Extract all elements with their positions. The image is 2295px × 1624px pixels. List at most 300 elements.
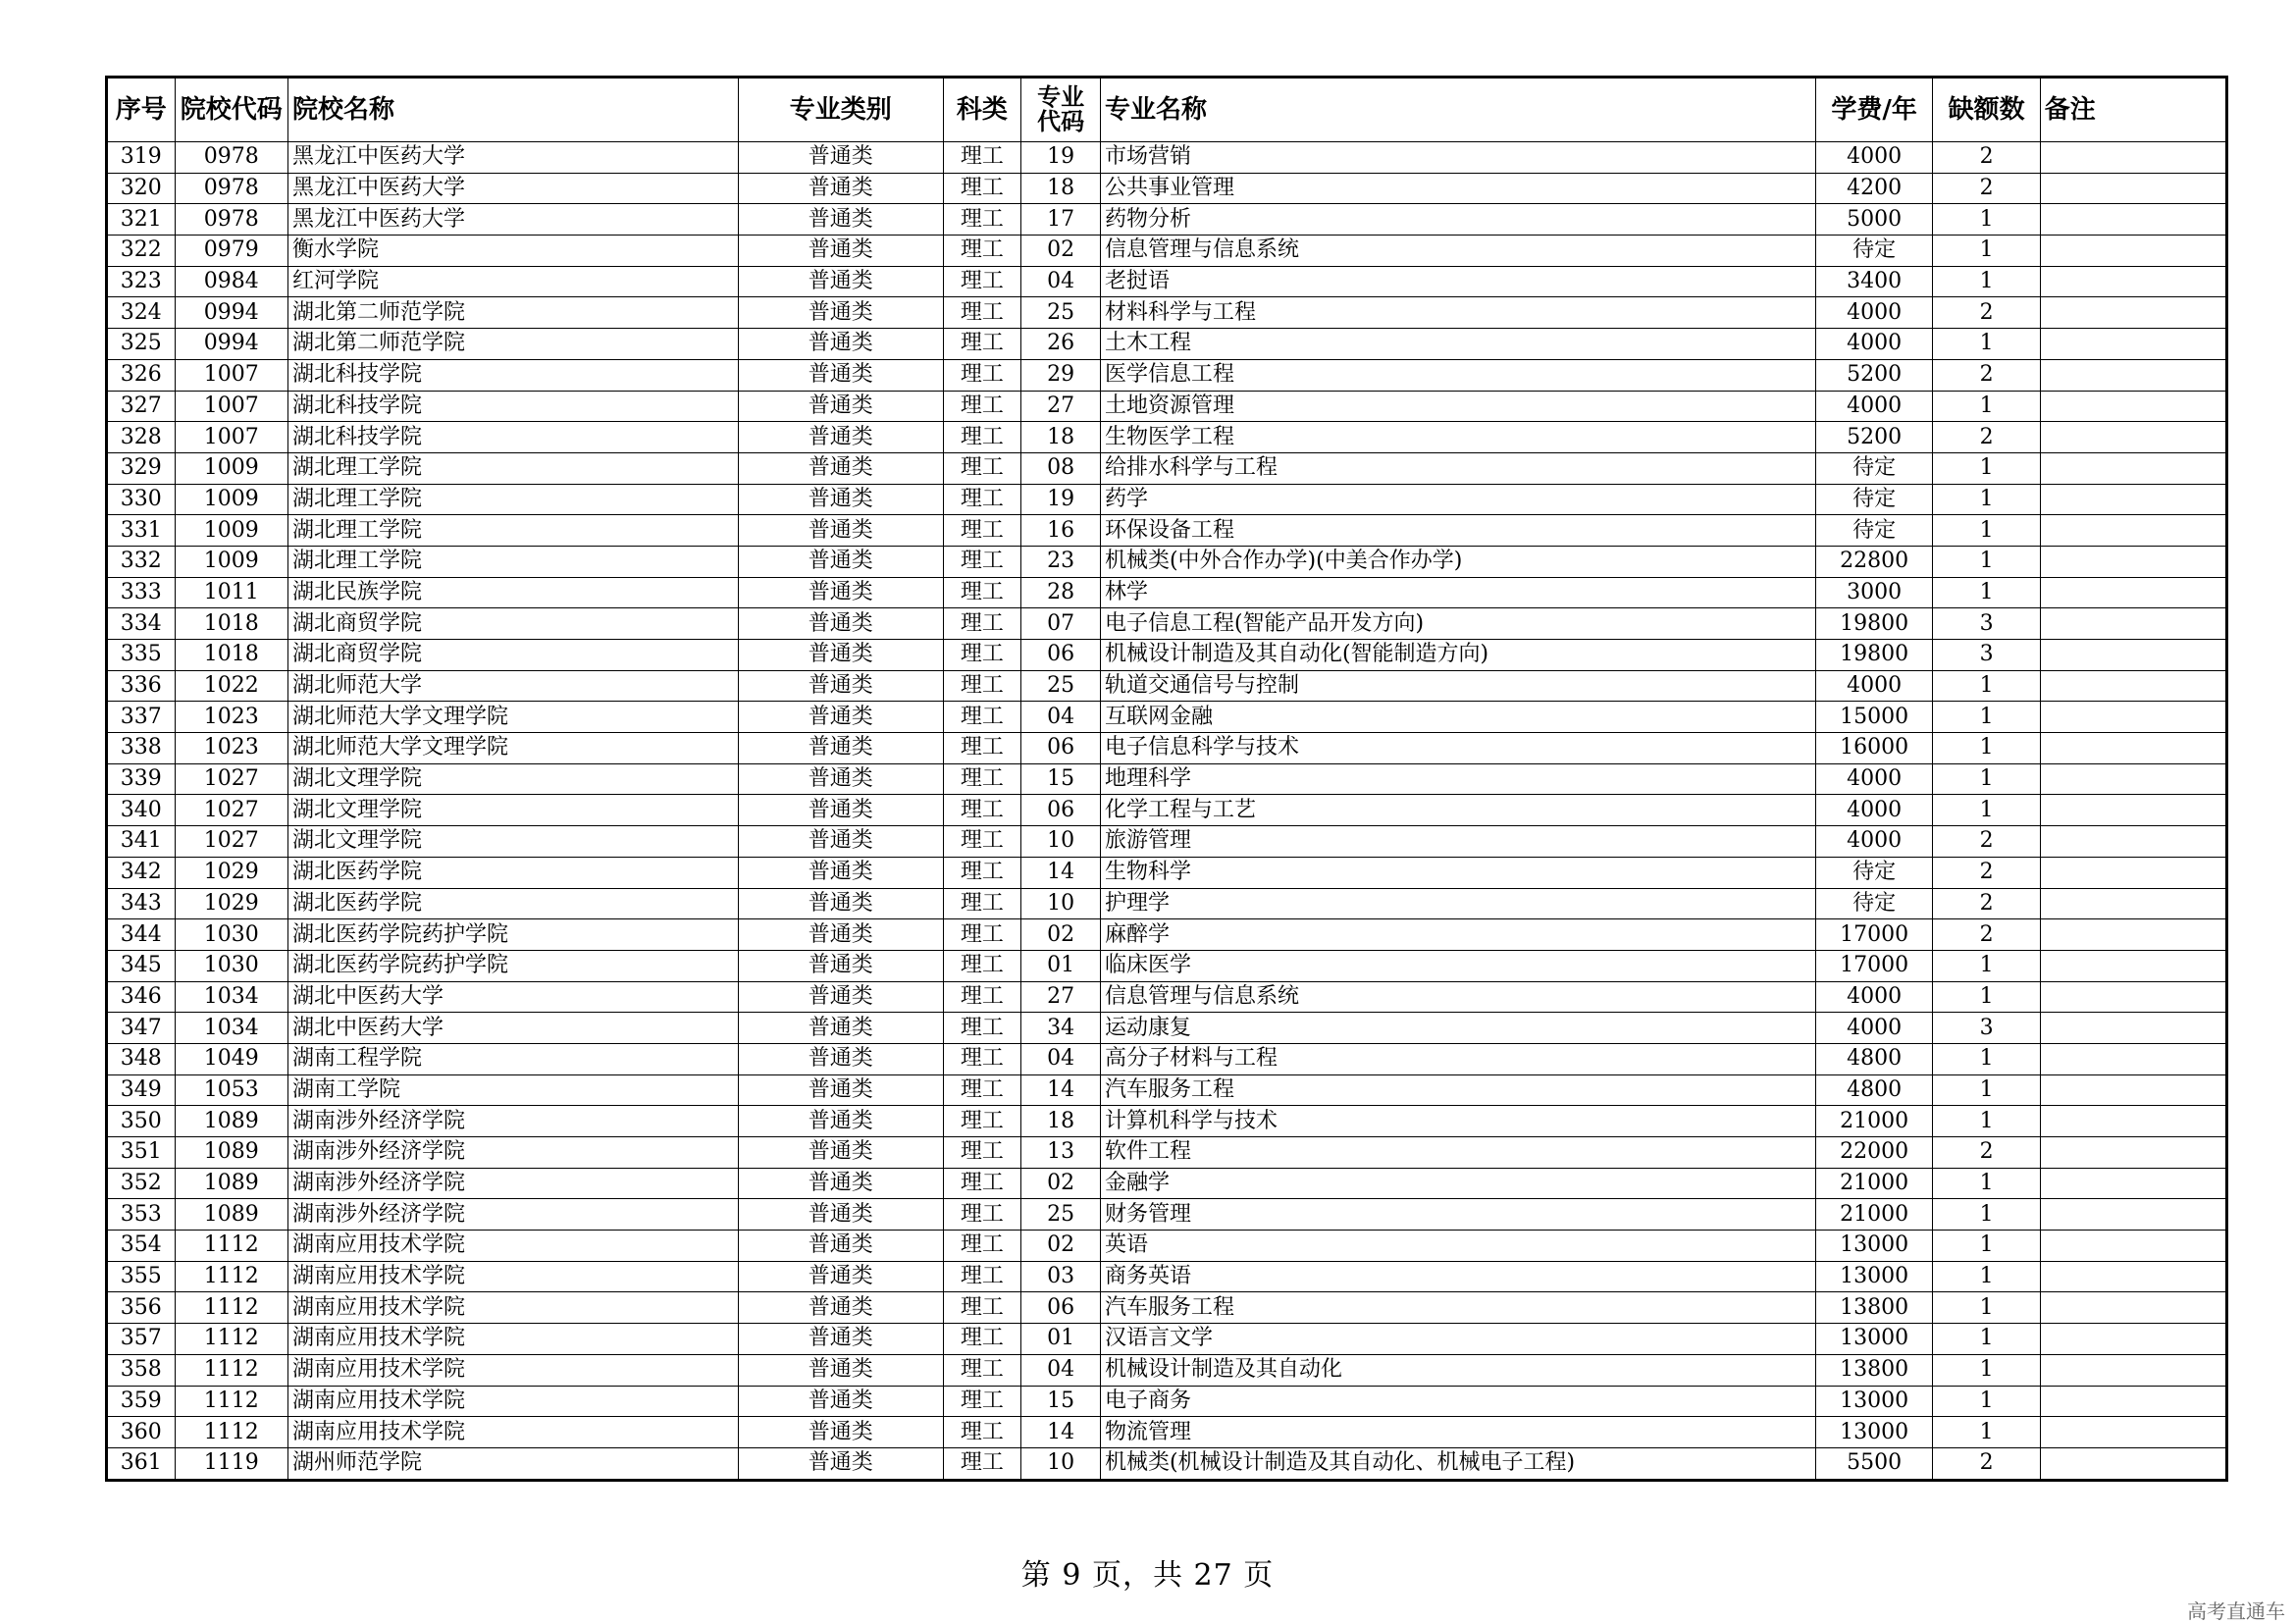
cell-major-name: 商务英语 — [1100, 1261, 1815, 1292]
cell-subject: 理工 — [943, 1106, 1021, 1137]
cell-major-name: 土木工程 — [1100, 329, 1815, 360]
cell-subject: 理工 — [943, 359, 1021, 391]
cell-school-code: 1049 — [175, 1043, 288, 1074]
cell-category: 普通类 — [738, 1231, 943, 1262]
cell-major-name: 化学工程与工艺 — [1100, 795, 1815, 826]
cell-tuition: 4800 — [1815, 1074, 1933, 1106]
cell-vacancies: 1 — [1933, 950, 2040, 981]
cell-subject: 理工 — [943, 1137, 1021, 1169]
cell-school-code: 1027 — [175, 795, 288, 826]
cell-school-name: 湖州师范学院 — [288, 1447, 739, 1480]
cell-seq: 327 — [107, 391, 176, 422]
cell-major-name: 英语 — [1100, 1231, 1815, 1262]
cell-seq: 343 — [107, 888, 176, 919]
cell-subject: 理工 — [943, 142, 1021, 174]
cell-major-code: 25 — [1021, 670, 1101, 702]
cell-vacancies: 1 — [1933, 795, 2040, 826]
cell-school-name: 湖南涉外经济学院 — [288, 1106, 739, 1137]
cell-major-code: 27 — [1021, 981, 1101, 1013]
cell-school-code: 1023 — [175, 733, 288, 764]
table-row — [107, 1292, 2227, 1324]
cell-category: 普通类 — [738, 733, 943, 764]
cell-seq: 348 — [107, 1043, 176, 1074]
cell-school-name: 红河学院 — [288, 266, 739, 297]
header-major-code — [1021, 78, 1101, 142]
cell-subject: 理工 — [943, 1324, 1021, 1355]
cell-tuition: 22000 — [1815, 1137, 1933, 1169]
cell-major-code: 02 — [1021, 1168, 1101, 1199]
cell-seq: 323 — [107, 266, 176, 297]
cell-major-code: 17 — [1021, 204, 1101, 236]
cell-category: 普通类 — [738, 1074, 943, 1106]
cell-vacancies: 1 — [1933, 236, 2040, 267]
cell-vacancies: 1 — [1933, 1043, 2040, 1074]
cell-school-code: 0994 — [175, 329, 288, 360]
cell-vacancies: 2 — [1933, 1137, 2040, 1169]
table-row — [107, 1199, 2227, 1231]
cell-major-code: 18 — [1021, 422, 1101, 453]
cell-school-name: 湖北中医药大学 — [288, 981, 739, 1013]
cell-school-name: 湖北科技学院 — [288, 359, 739, 391]
cell-remarks — [2040, 452, 2226, 484]
cell-category: 普通类 — [738, 577, 943, 608]
cell-school-code: 1007 — [175, 391, 288, 422]
table-row — [107, 640, 2227, 671]
cell-major-code: 04 — [1021, 702, 1101, 733]
cell-seq: 338 — [107, 733, 176, 764]
header-seq: 序号 — [107, 78, 176, 142]
cell-remarks — [2040, 1231, 2226, 1262]
cell-remarks — [2040, 1324, 2226, 1355]
header-school-name: 院校名称 — [288, 78, 739, 142]
cell-major-code: 18 — [1021, 173, 1101, 204]
cell-major-name: 地理科学 — [1100, 763, 1815, 795]
cell-major-name: 环保设备工程 — [1100, 515, 1815, 547]
cell-category: 普通类 — [738, 1013, 943, 1044]
table-row — [107, 1447, 2227, 1480]
cell-school-name: 湖南应用技术学院 — [288, 1417, 739, 1448]
cell-subject: 理工 — [943, 608, 1021, 640]
cell-seq: 320 — [107, 173, 176, 204]
cell-tuition: 13000 — [1815, 1231, 1933, 1262]
cell-vacancies: 2 — [1933, 142, 2040, 174]
cell-subject: 理工 — [943, 204, 1021, 236]
cell-vacancies: 1 — [1933, 1261, 2040, 1292]
cell-major-name: 老挝语 — [1100, 266, 1815, 297]
cell-remarks — [2040, 826, 2226, 858]
cell-subject: 理工 — [943, 857, 1021, 888]
cell-school-name: 湖北医药学院药护学院 — [288, 950, 739, 981]
cell-seq: 355 — [107, 1261, 176, 1292]
cell-seq: 361 — [107, 1447, 176, 1480]
cell-subject: 理工 — [943, 173, 1021, 204]
table-row — [107, 1324, 2227, 1355]
cell-subject: 理工 — [943, 1292, 1021, 1324]
cell-school-name: 湖北商贸学院 — [288, 640, 739, 671]
cell-remarks — [2040, 1386, 2226, 1417]
cell-seq: 333 — [107, 577, 176, 608]
cell-major-name: 金融学 — [1100, 1168, 1815, 1199]
cell-vacancies: 1 — [1933, 204, 2040, 236]
cell-subject: 理工 — [943, 297, 1021, 329]
cell-school-name: 湖南应用技术学院 — [288, 1292, 739, 1324]
cell-major-name: 电子信息科学与技术 — [1100, 733, 1815, 764]
cell-school-name: 湖北医药学院 — [288, 857, 739, 888]
cell-tuition: 4000 — [1815, 1013, 1933, 1044]
table-row — [107, 826, 2227, 858]
cell-tuition: 4000 — [1815, 763, 1933, 795]
header-vacancies: 缺额数 — [1933, 78, 2040, 142]
table-row — [107, 1417, 2227, 1448]
cell-major-name: 软件工程 — [1100, 1137, 1815, 1169]
cell-tuition: 22800 — [1815, 546, 1933, 577]
cell-category: 普通类 — [738, 1447, 943, 1480]
cell-major-code: 06 — [1021, 640, 1101, 671]
cell-seq: 359 — [107, 1386, 176, 1417]
cell-vacancies: 2 — [1933, 826, 2040, 858]
cell-school-code: 1022 — [175, 670, 288, 702]
cell-tuition: 17000 — [1815, 950, 1933, 981]
cell-school-name: 湖北医药学院药护学院 — [288, 919, 739, 951]
cell-subject: 理工 — [943, 236, 1021, 267]
cell-school-code: 1112 — [175, 1324, 288, 1355]
table-row — [107, 1231, 2227, 1262]
cell-category: 普通类 — [738, 950, 943, 981]
cell-seq: 349 — [107, 1074, 176, 1106]
cell-major-code: 25 — [1021, 297, 1101, 329]
cell-major-name: 林学 — [1100, 577, 1815, 608]
cell-seq: 324 — [107, 297, 176, 329]
cell-seq: 335 — [107, 640, 176, 671]
cell-school-name: 湖南应用技术学院 — [288, 1231, 739, 1262]
cell-school-name: 湖南工程学院 — [288, 1043, 739, 1074]
cell-tuition: 4200 — [1815, 173, 1933, 204]
cell-major-name: 机械设计制造及其自动化 — [1100, 1354, 1815, 1386]
cell-subject: 理工 — [943, 452, 1021, 484]
cell-school-code: 1007 — [175, 422, 288, 453]
table-row — [107, 795, 2227, 826]
cell-subject: 理工 — [943, 795, 1021, 826]
cell-seq: 344 — [107, 919, 176, 951]
table-row — [107, 608, 2227, 640]
cell-major-code: 04 — [1021, 1354, 1101, 1386]
cell-major-name: 财务管理 — [1100, 1199, 1815, 1231]
header-school-code: 院校代码 — [175, 78, 288, 142]
cell-vacancies: 1 — [1933, 1231, 2040, 1262]
cell-subject: 理工 — [943, 1386, 1021, 1417]
cell-seq: 354 — [107, 1231, 176, 1262]
table-row — [107, 1043, 2227, 1074]
cell-school-code: 1009 — [175, 546, 288, 577]
cell-remarks — [2040, 1106, 2226, 1137]
cell-vacancies: 3 — [1933, 640, 2040, 671]
cell-school-code: 1030 — [175, 919, 288, 951]
cell-category: 普通类 — [738, 608, 943, 640]
cell-remarks — [2040, 391, 2226, 422]
cell-major-code: 13 — [1021, 1137, 1101, 1169]
cell-vacancies: 3 — [1933, 1013, 2040, 1044]
cell-category: 普通类 — [738, 640, 943, 671]
cell-subject: 理工 — [943, 1199, 1021, 1231]
cell-subject: 理工 — [943, 515, 1021, 547]
cell-category: 普通类 — [738, 1168, 943, 1199]
table-row — [107, 515, 2227, 547]
cell-major-name: 信息管理与信息系统 — [1100, 236, 1815, 267]
cell-vacancies: 2 — [1933, 1447, 2040, 1480]
table-row — [107, 1106, 2227, 1137]
cell-seq: 328 — [107, 422, 176, 453]
cell-school-name: 湖南涉外经济学院 — [288, 1199, 739, 1231]
cell-tuition: 21000 — [1815, 1168, 1933, 1199]
cell-tuition: 16000 — [1815, 733, 1933, 764]
cell-category: 普通类 — [738, 1386, 943, 1417]
cell-major-code: 03 — [1021, 1261, 1101, 1292]
cell-category: 普通类 — [738, 391, 943, 422]
cell-subject: 理工 — [943, 577, 1021, 608]
header-major-code-label: 专业 代码 — [1037, 82, 1085, 135]
cell-major-name: 医学信息工程 — [1100, 359, 1815, 391]
cell-tuition: 4800 — [1815, 1043, 1933, 1074]
cell-major-code: 29 — [1021, 359, 1101, 391]
cell-school-name: 湖北中医药大学 — [288, 1013, 739, 1044]
cell-seq: 322 — [107, 236, 176, 267]
cell-seq: 329 — [107, 452, 176, 484]
cell-vacancies: 2 — [1933, 297, 2040, 329]
cell-seq: 347 — [107, 1013, 176, 1044]
cell-school-code: 1112 — [175, 1261, 288, 1292]
cell-vacancies: 2 — [1933, 888, 2040, 919]
cell-school-code: 1011 — [175, 577, 288, 608]
cell-major-code: 14 — [1021, 857, 1101, 888]
table-row — [107, 546, 2227, 577]
cell-tuition: 5200 — [1815, 422, 1933, 453]
cell-major-name: 旅游管理 — [1100, 826, 1815, 858]
cell-major-name: 物流管理 — [1100, 1417, 1815, 1448]
cell-vacancies: 2 — [1933, 359, 2040, 391]
cell-category: 普通类 — [738, 173, 943, 204]
cell-vacancies: 1 — [1933, 1417, 2040, 1448]
cell-school-code: 1089 — [175, 1168, 288, 1199]
cell-school-name: 湖南应用技术学院 — [288, 1386, 739, 1417]
cell-vacancies: 1 — [1933, 329, 2040, 360]
cell-vacancies: 1 — [1933, 546, 2040, 577]
cell-subject: 理工 — [943, 266, 1021, 297]
table-row — [107, 888, 2227, 919]
header-tuition: 学费/年 — [1815, 78, 1933, 142]
cell-category: 普通类 — [738, 236, 943, 267]
cell-remarks — [2040, 297, 2226, 329]
cell-vacancies: 1 — [1933, 515, 2040, 547]
cell-category: 普通类 — [738, 329, 943, 360]
cell-category: 普通类 — [738, 1292, 943, 1324]
cell-tuition: 4000 — [1815, 391, 1933, 422]
cell-tuition: 4000 — [1815, 981, 1933, 1013]
cell-major-code: 07 — [1021, 608, 1101, 640]
cell-tuition: 13000 — [1815, 1261, 1933, 1292]
cell-category: 普通类 — [738, 204, 943, 236]
table-row — [107, 266, 2227, 297]
cell-major-code: 25 — [1021, 1199, 1101, 1231]
cell-remarks — [2040, 1199, 2226, 1231]
cell-tuition: 待定 — [1815, 236, 1933, 267]
cell-remarks — [2040, 204, 2226, 236]
cell-school-name: 湖北理工学院 — [288, 484, 739, 515]
cell-subject: 理工 — [943, 888, 1021, 919]
cell-seq: 357 — [107, 1324, 176, 1355]
cell-subject: 理工 — [943, 826, 1021, 858]
cell-school-name: 湖南涉外经济学院 — [288, 1168, 739, 1199]
cell-school-code: 1119 — [175, 1447, 288, 1480]
cell-remarks — [2040, 1074, 2226, 1106]
cell-subject: 理工 — [943, 329, 1021, 360]
cell-subject: 理工 — [943, 1354, 1021, 1386]
cell-major-name: 互联网金融 — [1100, 702, 1815, 733]
cell-major-name: 机械类(中外合作办学)(中美合作办学) — [1100, 546, 1815, 577]
cell-tuition: 19800 — [1815, 608, 1933, 640]
header-remarks: 备注 — [2040, 78, 2226, 142]
cell-remarks — [2040, 236, 2226, 267]
cell-tuition: 4000 — [1815, 142, 1933, 174]
cell-school-code: 1009 — [175, 515, 288, 547]
cell-school-code: 1027 — [175, 763, 288, 795]
cell-seq: 332 — [107, 546, 176, 577]
cell-major-code: 10 — [1021, 1447, 1101, 1480]
cell-school-code: 0984 — [175, 266, 288, 297]
cell-major-name: 计算机科学与技术 — [1100, 1106, 1815, 1137]
cell-tuition: 4000 — [1815, 795, 1933, 826]
cell-major-name: 机械设计制造及其自动化(智能制造方向) — [1100, 640, 1815, 671]
cell-category: 普通类 — [738, 1043, 943, 1074]
cell-school-code: 1089 — [175, 1199, 288, 1231]
cell-remarks — [2040, 546, 2226, 577]
cell-seq: 319 — [107, 142, 176, 174]
cell-tuition: 3000 — [1815, 577, 1933, 608]
cell-seq: 340 — [107, 795, 176, 826]
cell-school-code: 1089 — [175, 1106, 288, 1137]
table-row — [107, 391, 2227, 422]
cell-major-name: 高分子材料与工程 — [1100, 1043, 1815, 1074]
cell-vacancies: 3 — [1933, 608, 2040, 640]
table-row — [107, 297, 2227, 329]
cell-category: 普通类 — [738, 452, 943, 484]
cell-tuition: 5200 — [1815, 359, 1933, 391]
cell-vacancies: 1 — [1933, 670, 2040, 702]
cell-seq: 321 — [107, 204, 176, 236]
header-row — [107, 78, 2227, 142]
cell-remarks — [2040, 950, 2226, 981]
cell-category: 普通类 — [738, 981, 943, 1013]
cell-school-name: 湖北理工学院 — [288, 515, 739, 547]
cell-tuition: 5500 — [1815, 1447, 1933, 1480]
cell-major-code: 08 — [1021, 452, 1101, 484]
cell-remarks — [2040, 515, 2226, 547]
cell-school-code: 0978 — [175, 173, 288, 204]
cell-category: 普通类 — [738, 763, 943, 795]
cell-remarks — [2040, 795, 2226, 826]
cell-school-name: 湖南应用技术学院 — [288, 1261, 739, 1292]
cell-school-name: 湖南工学院 — [288, 1074, 739, 1106]
cell-school-code: 1018 — [175, 640, 288, 671]
admission-table — [105, 76, 2228, 1482]
cell-subject: 理工 — [943, 763, 1021, 795]
cell-vacancies: 1 — [1933, 1324, 2040, 1355]
cell-seq: 352 — [107, 1168, 176, 1199]
cell-category: 普通类 — [738, 670, 943, 702]
cell-subject: 理工 — [943, 950, 1021, 981]
cell-school-code: 1023 — [175, 702, 288, 733]
cell-vacancies: 1 — [1933, 1386, 2040, 1417]
table-row — [107, 484, 2227, 515]
table-row — [107, 702, 2227, 733]
cell-subject: 理工 — [943, 640, 1021, 671]
cell-category: 普通类 — [738, 888, 943, 919]
cell-major-name: 机械类(机械设计制造及其自动化、机械电子工程) — [1100, 1447, 1815, 1480]
cell-vacancies: 1 — [1933, 1292, 2040, 1324]
cell-vacancies: 1 — [1933, 1199, 2040, 1231]
page-footer: 第 9 页，共 27 页 — [1020, 1558, 1275, 1593]
cell-seq: 346 — [107, 981, 176, 1013]
cell-seq: 353 — [107, 1199, 176, 1231]
cell-category: 普通类 — [738, 546, 943, 577]
cell-remarks — [2040, 1261, 2226, 1292]
cell-vacancies: 1 — [1933, 484, 2040, 515]
cell-remarks — [2040, 670, 2226, 702]
table-row — [107, 359, 2227, 391]
cell-category: 普通类 — [738, 702, 943, 733]
cell-tuition: 4000 — [1815, 826, 1933, 858]
cell-major-name: 运动康复 — [1100, 1013, 1815, 1044]
cell-remarks — [2040, 266, 2226, 297]
cell-tuition: 4000 — [1815, 297, 1933, 329]
cell-school-code: 1112 — [175, 1292, 288, 1324]
cell-tuition: 4000 — [1815, 329, 1933, 360]
cell-remarks — [2040, 329, 2226, 360]
cell-school-name: 湖南应用技术学院 — [288, 1324, 739, 1355]
table-row — [107, 950, 2227, 981]
cell-school-name: 衡水学院 — [288, 236, 739, 267]
cell-category: 普通类 — [738, 515, 943, 547]
table-row — [107, 422, 2227, 453]
cell-school-name: 湖北商贸学院 — [288, 608, 739, 640]
cell-remarks — [2040, 173, 2226, 204]
cell-major-name: 生物科学 — [1100, 857, 1815, 888]
cell-subject: 理工 — [943, 1447, 1021, 1480]
cell-subject: 理工 — [943, 981, 1021, 1013]
table-row — [107, 981, 2227, 1013]
cell-remarks — [2040, 640, 2226, 671]
cell-major-name: 市场营销 — [1100, 142, 1815, 174]
cell-category: 普通类 — [738, 422, 943, 453]
cell-subject: 理工 — [943, 670, 1021, 702]
cell-major-name: 药学 — [1100, 484, 1815, 515]
cell-vacancies: 1 — [1933, 1074, 2040, 1106]
cell-major-code: 14 — [1021, 1074, 1101, 1106]
cell-seq: 351 — [107, 1137, 176, 1169]
table-body — [107, 142, 2227, 1481]
cell-major-name: 电子信息工程(智能产品开发方向) — [1100, 608, 1815, 640]
table-row — [107, 452, 2227, 484]
cell-school-code: 0979 — [175, 236, 288, 267]
cell-category: 普通类 — [738, 1137, 943, 1169]
header-subject: 科类 — [943, 78, 1021, 142]
cell-school-code: 1034 — [175, 981, 288, 1013]
table-row — [107, 1354, 2227, 1386]
cell-school-name: 湖南应用技术学院 — [288, 1354, 739, 1386]
cell-tuition: 4000 — [1815, 670, 1933, 702]
cell-major-code: 16 — [1021, 515, 1101, 547]
cell-tuition: 待定 — [1815, 515, 1933, 547]
table-row — [107, 857, 2227, 888]
